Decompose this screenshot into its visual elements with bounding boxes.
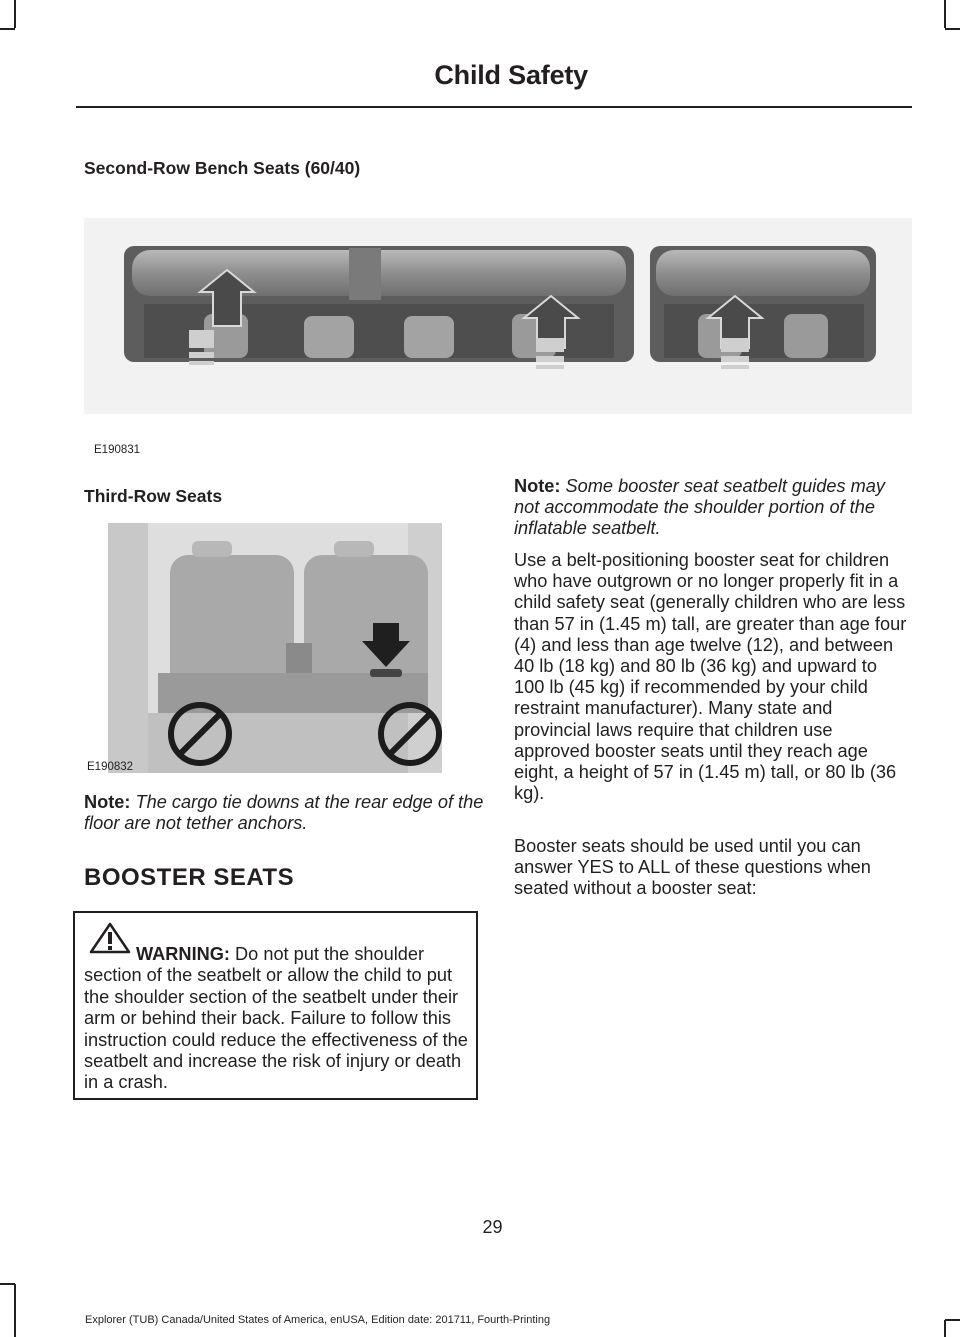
booster-usage-paragraph: Use a belt-positioning booster seat for children who have outgrown or no longer properly fit in a child safety seat (generally children who are less than 57 in (1.45 m) tall, are greater than age four (4) and less than age twelve (12), and between 40 lb (18 kg) and 80 lb (36 kg) and upward to 100 lb (45 kg) if recommended by your child restraint manufacturer). Many state and provincial laws require that children use approved booster seats until they reach age eight, a height of 57 in (1.45 m) tall, or 80 lb (36 kg). [514, 550, 907, 804]
page-number: 29 [482, 1217, 503, 1237]
crop-mark [944, 1320, 946, 1337]
crop-mark [945, 1319, 960, 1321]
page-title: Child Safety [434, 60, 588, 90]
note-text: The cargo tie downs at the rear edge of the floor are not tether anchors. [84, 792, 484, 834]
warning-text-block [84, 944, 476, 1094]
crop-mark [14, 0, 16, 28]
figure-code: E190831 [94, 444, 141, 456]
crop-mark [14, 1284, 16, 1337]
edition-footer: Explorer (TUB) Canada/United States of America, enUSA, Edition date: 201711, Fourth-Printing [85, 1314, 551, 1326]
note-text: Some booster seat seatbelt guides may not accommodate the shoulder portion of the inflatable seatbelt. [514, 476, 886, 539]
header-rule [76, 106, 912, 108]
crop-mark [945, 28, 960, 30]
section-heading: BOOSTER SEATS [84, 864, 295, 891]
crop-mark [944, 0, 946, 28]
warning-box [73, 911, 478, 1100]
crop-mark [0, 1283, 15, 1285]
note-label: Note: [84, 792, 131, 812]
figure-code: E190832 [87, 761, 134, 773]
third-row-heading: Third-Row Seats [84, 486, 223, 506]
note-booster-guides [514, 476, 906, 540]
note-tie-downs [84, 792, 484, 834]
second-row-heading: Second-Row Bench Seats (60/40) [84, 158, 361, 178]
note-label: Note: [514, 476, 561, 496]
third-row-seats-figure [108, 523, 442, 773]
warning-label: WARNING: [136, 944, 230, 964]
second-row-seats-figure [84, 218, 912, 414]
booster-questions-paragraph: Booster seats should be used until you can answer YES to ALL of these questions when seated without a booster seat: [514, 836, 871, 899]
crop-mark [0, 28, 15, 30]
warning-text: Do not put the shoulder section of the seatbelt or allow the child to put the shoulder section of the seatbelt under their arm or behind their back. Failure to follow this instruction could reduce the effectiveness of the seatbelt and increase the risk of injury or death in a crash. [84, 944, 468, 1093]
